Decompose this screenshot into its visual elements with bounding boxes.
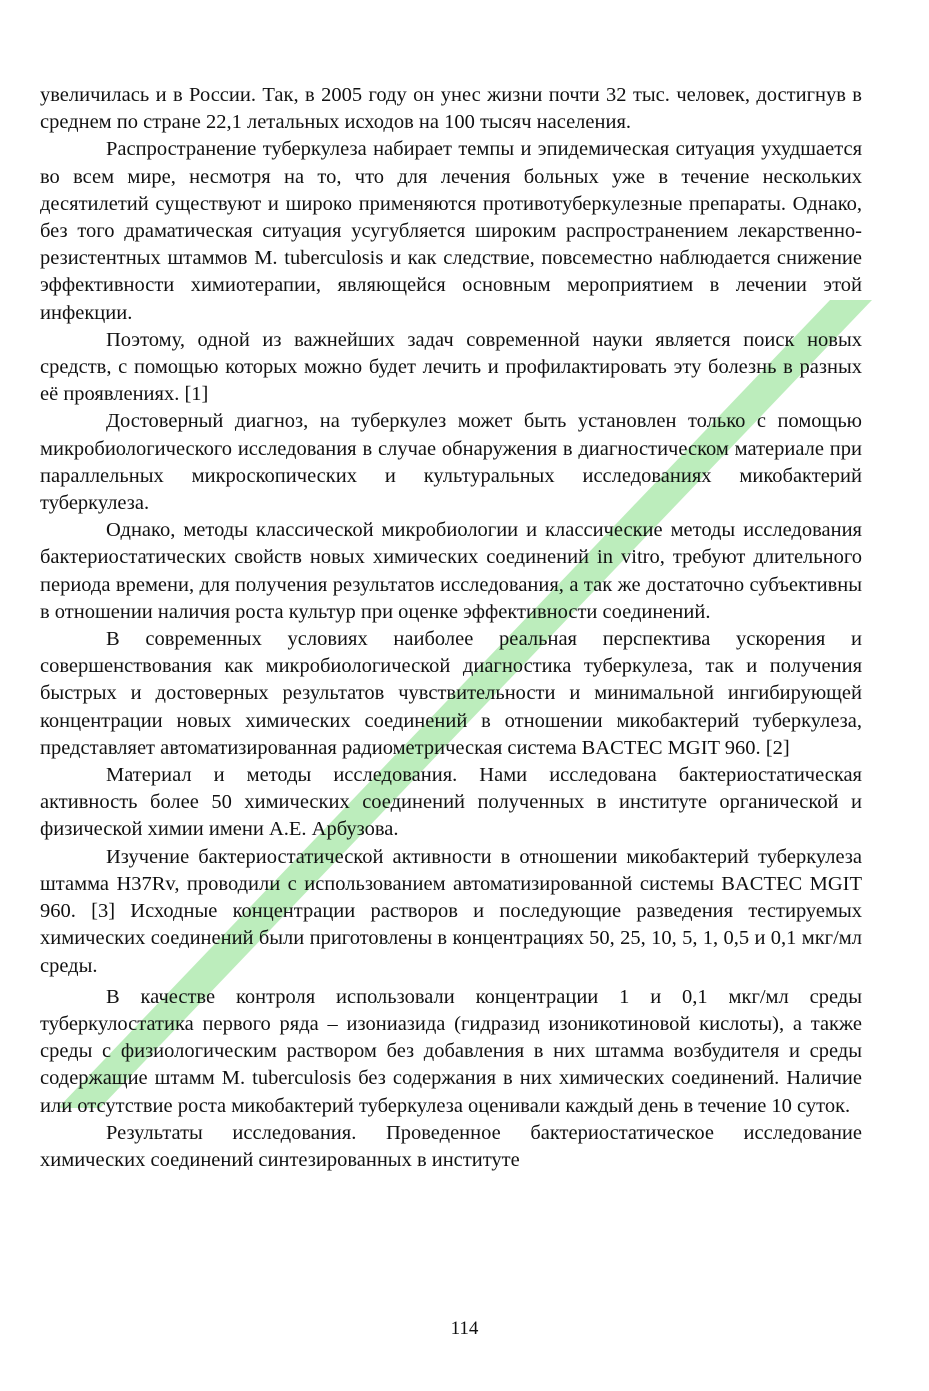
page-number: 114: [450, 1318, 479, 1339]
paragraph-1: увеличилась и в России. Так, в 2005 году он унес жизни почти 32 тыс. человек, достигнув в среднем по стране 22,1 летальных исходов на 100 тысяч населения.: [40, 84, 862, 134]
paragraph-5: Однако, методы классической микробиологии и классические методы исследования бактериостатических свойств новых химических соединений in vitro, требуют длительного периода времени, для получения результатов исследования, а так же достаточно субъективны в отношении наличия роста культур при оценке эффективности соединений.: [40, 519, 862, 623]
paragraph-2: Распространение туберкулеза набирает темпы и эпидемическая ситуация ухудшается во всем мире, несмотря на то, что для лечения больных уже в течение нескольких десятилетий существуют и широко применяются противотуберкулезные препараты. Однако, без того драматическая ситуация усугубляется широким распространением лекарственно-резистентных штаммов M. tuberculosis и как следствие, повсеместно наблюдается снижение эффективности химиотерапии, являющейся основным мероприятием в лечении этой инфекции.: [40, 138, 862, 324]
paragraph-4: Достоверный диагноз, на туберкулез может быть установлен только с помощью микробиологического исследования в случае обнаружения в диагностическом материале при параллельных микроскопических и культуральных исследованиях микобактерий туберкулеза.: [40, 410, 862, 515]
document-body: [40, 82, 862, 1174]
paragraph-9: В качестве контроля использовали концентрации 1 и 0,1 мкг/мл среды туберкулостатика первого ряда – изониазида (гидразид изоникотиновой кислоты), а также среды с физиологическим раствором без добавления в них штамма возбудителя и среды содержащие штамм M. tuberculosis без содержания в них химических соединений. Наличие или отсутствие роста микобактерий туберкулеза оценивали каждый день в течение 10 суток.: [40, 985, 862, 1117]
paragraph-7: Материал и методы исследования. Нами исследована бактериостатическая активность более 50 химических соединений полученных в институте органической и физической химии имени А.Е. Арбузова.: [40, 764, 862, 841]
paragraph-8: Изучение бактериостатической активности в отношении микобактерий туберкулеза штамма H37Rv, проводили с использованием автоматизированной системы BACTEC MGIT 960. [3] Исходные концентрации растворов и последующие разведения тестируемых химических соединений были приготовлены в концентрациях 50, 25, 10, 5, 1, 0,5 и 0,1 мкг/мл среды.: [40, 845, 862, 977]
paragraph-3: Поэтому, одной из важнейших задач современной науки является поиск новых средств, с помощью которых можно будет лечить и профилактировать эту болезнь в разных её проявлениях. [1]: [40, 328, 862, 406]
paragraph-6: В современных условиях наиболее реальная перспектива ускорения и совершенствования как микробиологической диагностика туберкулеза, так и получения быстрых и достоверных результатов чувствительности и минимальной ингибирующей концентрации новых химических соединений в отношении микобактерий туберкулеза, представляет автоматизированная радиометрическая система BACTEC MGIT 960. [2]: [40, 628, 862, 759]
paragraph-10: Результаты исследования. Проведенное бактериостатическое исследование химических соединений синтезированных в институте: [40, 1121, 862, 1171]
